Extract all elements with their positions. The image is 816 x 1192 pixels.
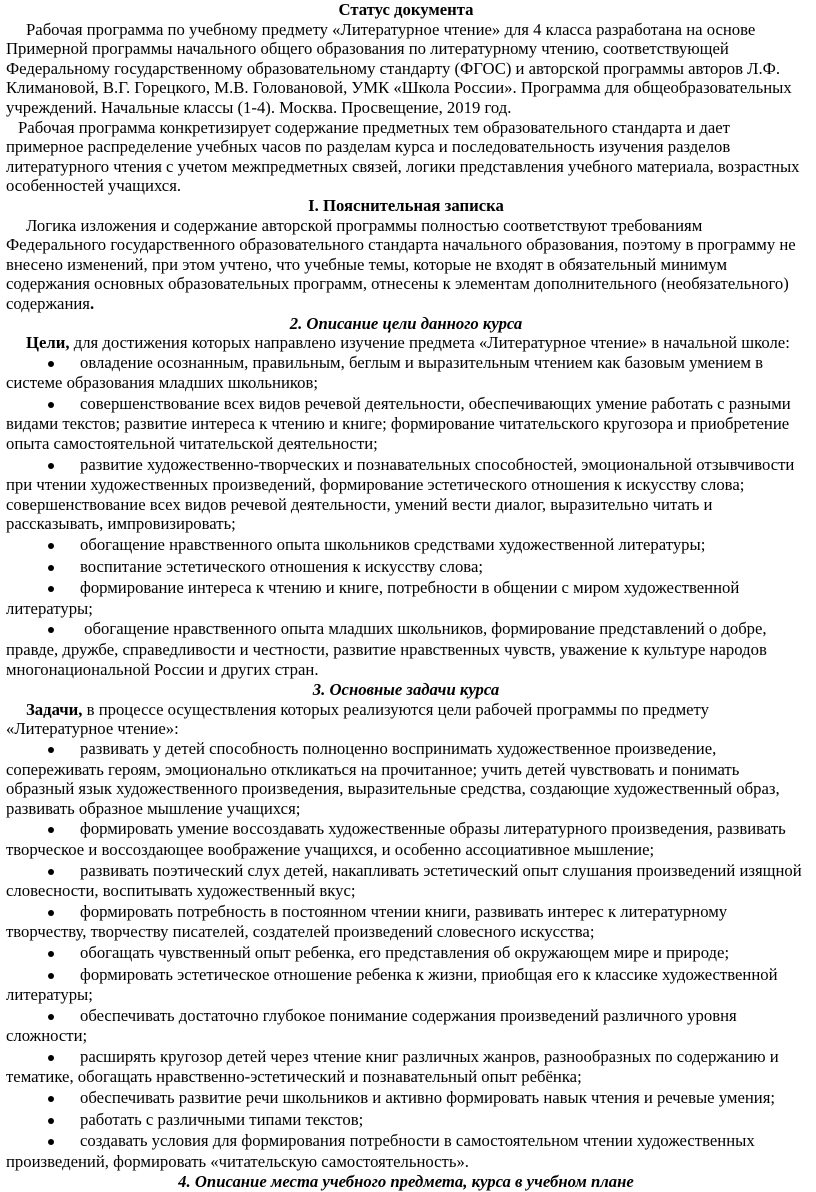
list-item-text: воспитание эстетического отношения к искусству слова;	[80, 556, 483, 576]
section-2-lead-text: для достижения которых направлено изучение предмета «Литературное чтение» в начальной школе:	[69, 333, 790, 353]
list-item	[6, 902, 806, 942]
list-item-text: расширять кругозор детей через чтение книг различных жанров, разнообразных по содержанию и тематике, обогащать нравственно-эстетический и познавательный опыт ребёнка;	[6, 1046, 779, 1087]
status-paragraph-1: Рабочая программа по учебному предмету «Литературное чтение» для 4 класса разработана на основе Примерной программы начального общего образования по литературному чтению, соответствующей Федеральному государственному образовательному стандарту (ФГОС) и авторской программы авторов Л.Ф. Климановой, В.Г. Горецкого, М.В. Головановой, УМК «Школа России». Программа для общеобразовательных учреждений. Начальные классы (1-4). Москва. Просвещение, 2019 год.	[6, 19, 792, 117]
list-item-text: формировать эстетическое отношение ребенка к жизни, приобщая его к классике художественной литературы;	[6, 964, 778, 1005]
list-item-text: развитие художественно-творческих и познавательных способностей, эмоциональной отзывчивости при чтении художественных произведений, формирование эстетического отношения к искусству слова; совершенствование всех видов речевой деятельности, умений вести диалог, выразительно читать и рассказывать, импровизировать;	[6, 454, 795, 534]
list-item	[6, 1131, 806, 1171]
section-3-lead-text: в процессе осуществления которых реализуются цели рабочей программы по предмету «Литературное чтение»:	[6, 699, 709, 739]
list-item	[6, 861, 806, 901]
list-item-text: совершенствование всех видов речевой деятельности, обеспечивающих умение работать с разными видами текстов; развитие интереса к чтению и книге; формирование читательского кругозора и приобретение опыта самостоятельной читательской деятельности;	[6, 393, 791, 454]
list-item-text: обогащение нравственного опыта младших школьников, формирование представлений о добре, правде, дружбе, справедливости и честности, развитие нравственных чувств, уважение к культуре народов многонациональной России и других стран.	[6, 619, 767, 679]
section-2-lead	[6, 333, 806, 353]
section-1-paragraph	[6, 216, 806, 314]
list-item-text: обогащать чувственный опыт ребенка, его представления об окружающем мире и природе;	[80, 942, 730, 962]
list-item-text: обогащение нравственного опыта школьников средствами художественной литературы;	[80, 535, 706, 555]
section-3-title: 3. Основные задачи курса	[312, 680, 500, 700]
list-item-text: развивать у детей способность полноценно воспринимать художественное произведение, сопереживать героям, эмоционально откликаться на прочитанное; учить детей чувствовать и понимать образный язык художественного произведения, выразительные средства, создающие художественный образ, развивать образное мышление учащихся;	[6, 738, 780, 818]
list-item	[6, 1088, 806, 1109]
list-item	[6, 394, 806, 454]
list-item	[6, 1110, 806, 1131]
list-item-text: работать с различными типами текстов;	[80, 1109, 364, 1129]
section-4-title: 4. Описание места учебного предмета, курса в учебном плане	[178, 1172, 634, 1192]
list-item	[6, 353, 806, 393]
list-item-text: формировать потребность в постоянном чтении книги, развивать интерес к литературному творчеству, творчеству писателей, создателей произведений словесного искусства;	[6, 901, 728, 942]
section-3-lead-bold: Задачи,	[26, 699, 83, 719]
section-2-lead-bold: Цели,	[26, 333, 70, 353]
section-1-title: I. Пояснительная записка	[308, 195, 504, 215]
list-item	[6, 1006, 806, 1046]
section-1-paragraph-end: .	[89, 293, 95, 313]
list-item	[6, 943, 806, 964]
list-item	[6, 535, 806, 556]
section-3-lead	[6, 700, 806, 739]
list-item-text: создавать условия для формирования потребности в самостоятельном чтении художественных произведений, формировать «читательскую самостоятельность».	[6, 1131, 755, 1171]
list-item-text: развивать поэтический слух детей, накапливать эстетический опыт слушания произведений изящной словесности, воспитывать художественный вкус;	[6, 860, 802, 901]
list-item-text: обеспечивать развитие речи школьников и активно формировать навык чтения и речевые умения;	[80, 1088, 776, 1108]
status-paragraph-2: Рабочая программа конкретизирует содержание предметных тем образовательного стандарта и дает примерное распределение учебных часов по разделам курса и последовательность изучения разделов литературного чтения с учетом межпредметных связей, логики представления учебного материала, возрастных особенностей учащихся.	[6, 117, 800, 196]
list-item-text: формирование интереса к чтению и книге, потребности в общении с миром художественной литературы;	[6, 578, 740, 618]
status-title: Статус документа	[338, 0, 474, 19]
section-2-title: 2. Описание цели данного курса	[289, 313, 523, 333]
list-item	[6, 557, 806, 578]
list-item	[6, 739, 806, 818]
list-item-text: овладение осознанным, правильным, беглым и выразительным чтением как базовым умением в системе образования младших школьников;	[6, 352, 764, 393]
section-1-paragraph-text: Логика изложения и содержание авторской программы полностью соответствуют требованиям Федерального государственного образовательного стандарта начального образования, поэтому в программу не внесено изменений, при этом учтено, что учебные темы, которые не входят в обязательный минимум содержания основных образовательных программ, отнесены к элементам дополнительного (необязательного) содержания	[6, 215, 796, 313]
list-item	[6, 819, 806, 859]
tasks-list	[6, 739, 806, 1171]
goals-list	[6, 353, 806, 680]
list-item	[6, 619, 806, 679]
list-item	[6, 578, 806, 618]
list-item	[6, 1047, 806, 1087]
list-item	[6, 965, 806, 1005]
list-item	[6, 455, 806, 534]
list-item-text: обеспечивать достаточно глубокое понимание содержания произведений различного уровня сложности;	[6, 1005, 737, 1046]
list-item-text: формировать умение воссоздавать художественные образы литературного произведения, развивать творческое и воссоздающее воображение учащихся, и особенно ассоциативное мышление;	[6, 819, 786, 859]
